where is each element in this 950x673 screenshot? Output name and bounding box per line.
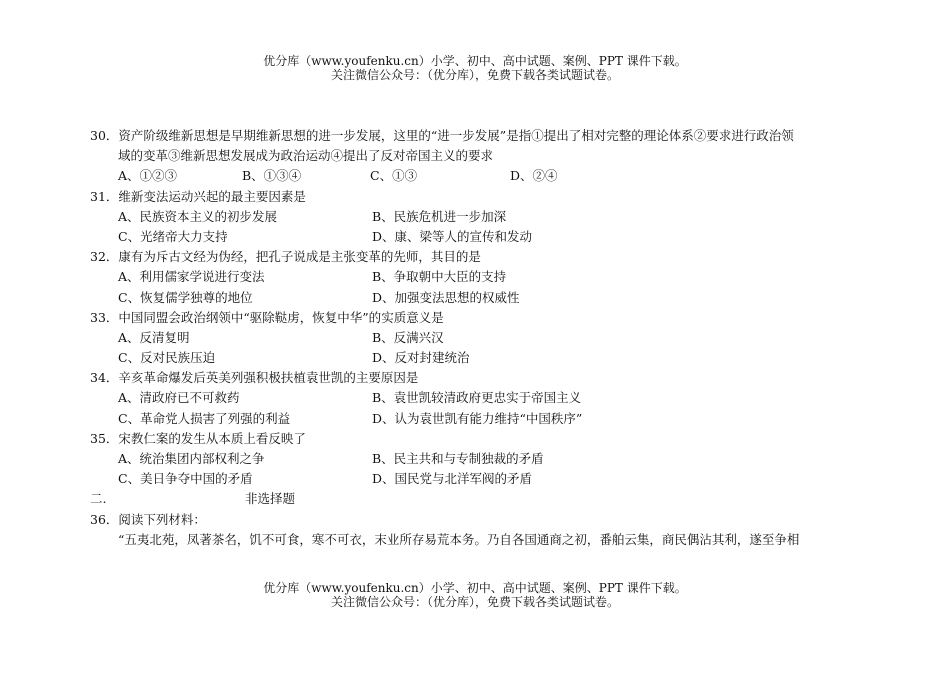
q31-option-a: A、民族资本主义的初步发展 [118,208,278,224]
q31-option-b: B、民族危机进一步加深 [372,208,507,224]
section-2-number: 二. [90,491,107,507]
q31-options-row-1 [90,207,880,227]
header-line-2: 关注微信公众号：（优分库），免费下载各类试题试卷。 [330,68,619,82]
section-2-heading [90,489,880,509]
q33-option-b: B、反满兴汉 [372,329,444,345]
q33-options-row-2 [90,348,880,368]
q33-stem: 33．中国同盟会政治纲领中“驱除鞑虏，恢复中华”的实质意义是 [90,309,444,325]
q36-material: “五夷北苑，凤著茶名，饥不可食，寒不可衣，末业所存易荒本务。乃自各国通商之初，番舶云集，商民偶沾其利，遂至争相 [118,531,800,547]
q31-options-row-2 [90,227,880,247]
q30-option-c: C、①③ [370,168,418,184]
q35-option-c: C、美日争夺中国的矛盾 [118,471,253,487]
q30-stem-line-2: 域的变革③维新思想发展成为政治运动④提出了反对帝国主义的要求 [118,148,494,164]
q35-option-d: D、国民党与北洋军阀的矛盾 [372,471,533,487]
q35-option-b: B、民主共和与专制独裁的矛盾 [372,451,544,466]
q34-options-row-2 [90,409,880,429]
q33-option-a: A、反清复明 [118,329,190,345]
q30-option-b: B、①③④ [242,168,302,184]
q34-option-d: D、认为袁世凯有能力维持“中国秩序” [372,410,583,426]
q34-option-c: C、革命党人损害了列强的利益 [118,410,291,426]
q30-stem-line-1: 30．资产阶级维新思想是早期维新思想的进一步发展，这里的“进一步发展”是指①提出了相对完整的理论体系②要求进行政治领 [90,128,794,143]
q32-options-row-1 [90,267,880,287]
q34-options-row-1 [90,388,880,408]
q34-option-a: A、清政府已不可救药 [118,390,240,406]
q33-option-d: D、反对封建统治 [372,350,470,366]
q35-options-row-1 [90,449,880,469]
q31-option-c: C、光绪帝大力支持 [118,228,228,244]
q35-option-a: A、统治集团内部权利之争 [118,451,265,466]
q32-option-a: A、利用儒家学说进行变法 [118,269,265,285]
q32-option-d: D、加强变法思想的权威性 [372,289,520,305]
q34-option-b: B、袁世凯较清政府更忠实于帝国主义 [372,390,582,406]
q35-stem: 35．宋教仁案的发生从本质上看反映了 [90,430,306,446]
q32-option-b: B、争取朝中大臣的支持 [372,269,507,285]
footer-line-2: 关注微信公众号：（优分库），免费下载各类试题试卷。 [330,595,619,609]
q34-stem: 34．辛亥革命爆发后英美列强积极扶植袁世凯的主要原因是 [90,370,419,386]
q35-options-row-2 [90,469,880,489]
q30-option-a: A、①②③ [118,168,178,184]
footer-line-1: 优分库（www.youfenku.cn）小学、初中、高中试题、案例、PPT 课件下载。 [263,581,687,595]
q32-option-c: C、恢复儒学独尊的地位 [118,289,253,305]
q32-options-row-2 [90,288,880,308]
q36-stem: 36．阅读下列材料： [90,511,206,527]
q31-stem: 31．维新变法运动兴起的最主要因素是 [90,188,306,204]
q30-option-d: D、②④ [510,168,558,184]
q33-option-c: C、反对民族压迫 [118,350,216,366]
page-header [0,54,950,82]
q33-options-row-1 [90,328,880,348]
page-footer [0,581,950,609]
section-2-title: 非选择题 [245,491,296,507]
q32-stem: 32．康有为斥古文经为伪经，把孔子说成是主张变革的先师，其目的是 [90,249,481,265]
header-line-1: 优分库（www.youfenku.cn）小学、初中、高中试题、案例、PPT 课件下载。 [263,54,687,68]
exam-content [90,126,880,550]
q31-option-d: D、康、梁等人的宣传和发动 [372,228,533,244]
q30-options [90,166,880,186]
